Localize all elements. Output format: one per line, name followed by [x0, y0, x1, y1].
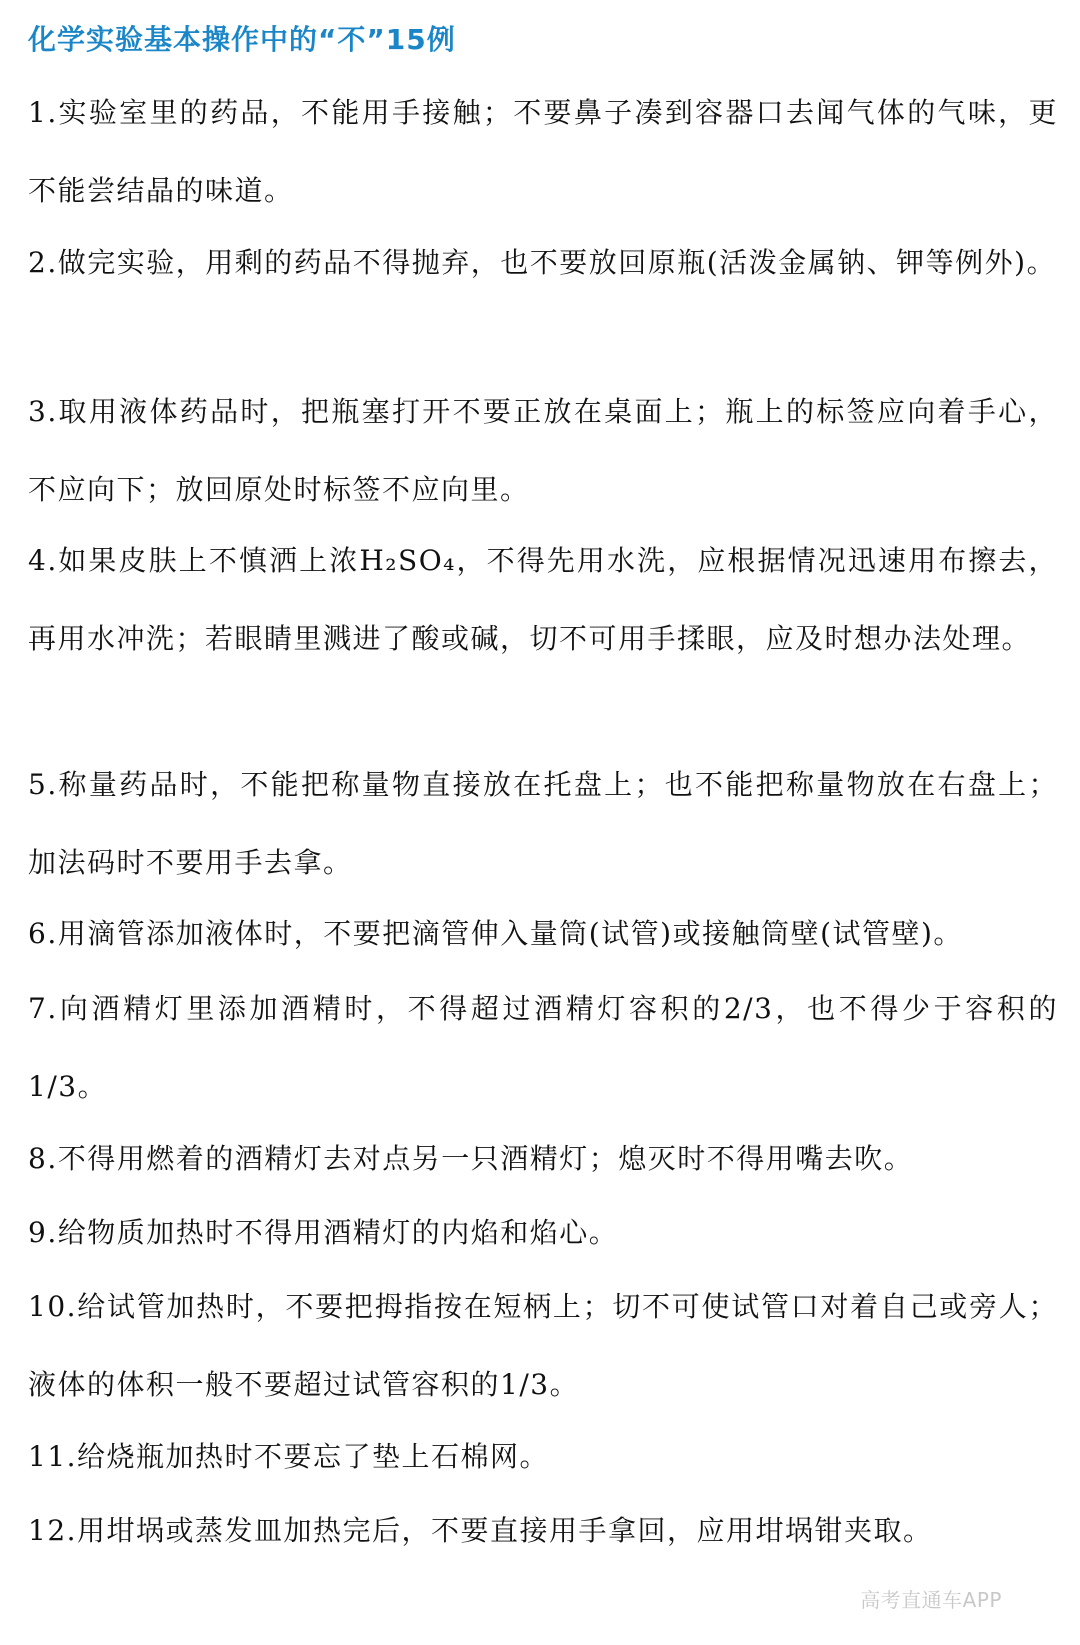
rule-item-2: 2.做完实验，用剩的药品不得抛弃，也不要放回原瓶(活泼金属钠、钾等例外)。: [28, 246, 1057, 279]
rule-item-11: 11.给烧瓶加热时不要忘了垫上石棉网。: [28, 1440, 550, 1473]
rule-item-6: 6.用滴管添加液体时，不要把滴管伸入量筒(试管)或接触筒壁(试管壁)。: [28, 917, 963, 950]
article-title: 化学实验基本操作中的“不”15例: [28, 23, 456, 56]
rule-item-12: 12.用坩埚或蒸发皿加热完后，不要直接用手拿回，应用坩埚钳夹取。: [28, 1514, 933, 1547]
rule-item-7: 7.向酒精灯里添加酒精时，不得超过酒精灯容积的2/3，也不得少于容积的1/3。: [28, 992, 1058, 1103]
rule-item-8: 8.不得用燃着的酒精灯去对点另一只酒精灯；熄灭时不得用嘴去吹。: [28, 1142, 914, 1175]
rule-item-10: 10.给试管加热时，不要把拇指按在短柄上；切不可使试管口对着自己或旁人；液体的体积一般不要超过试管容积的1/3。: [28, 1290, 1058, 1401]
rule-item-3: 3.取用液体药品时，把瓶塞打开不要正放在桌面上；瓶上的标签应向着手心，不应向下；放回原处时标签不应向里。: [28, 395, 1058, 506]
rule-item-1: 1.实验室里的药品，不能用手接触；不要鼻子凑到容器口去闻气体的气味，更不能尝结晶的味道。: [28, 96, 1058, 207]
rule-item-4: 4.如果皮肤上不慎洒上浓H₂SO₄，不得先用水洗，应根据情况迅速用布擦去，再用水冲洗；若眼睛里溅进了酸或碱，切不可用手揉眼，应及时想办法处理。: [28, 544, 1058, 655]
rule-item-9: 9.给物质加热时不得用酒精灯的内焰和焰心。: [28, 1216, 619, 1249]
rule-item-5: 5.称量药品时，不能把称量物直接放在托盘上；也不能把称量物放在右盘上；加法码时不要用手去拿。: [28, 768, 1058, 879]
watermark-text: 高考直通车APP: [860, 1588, 1002, 1612]
